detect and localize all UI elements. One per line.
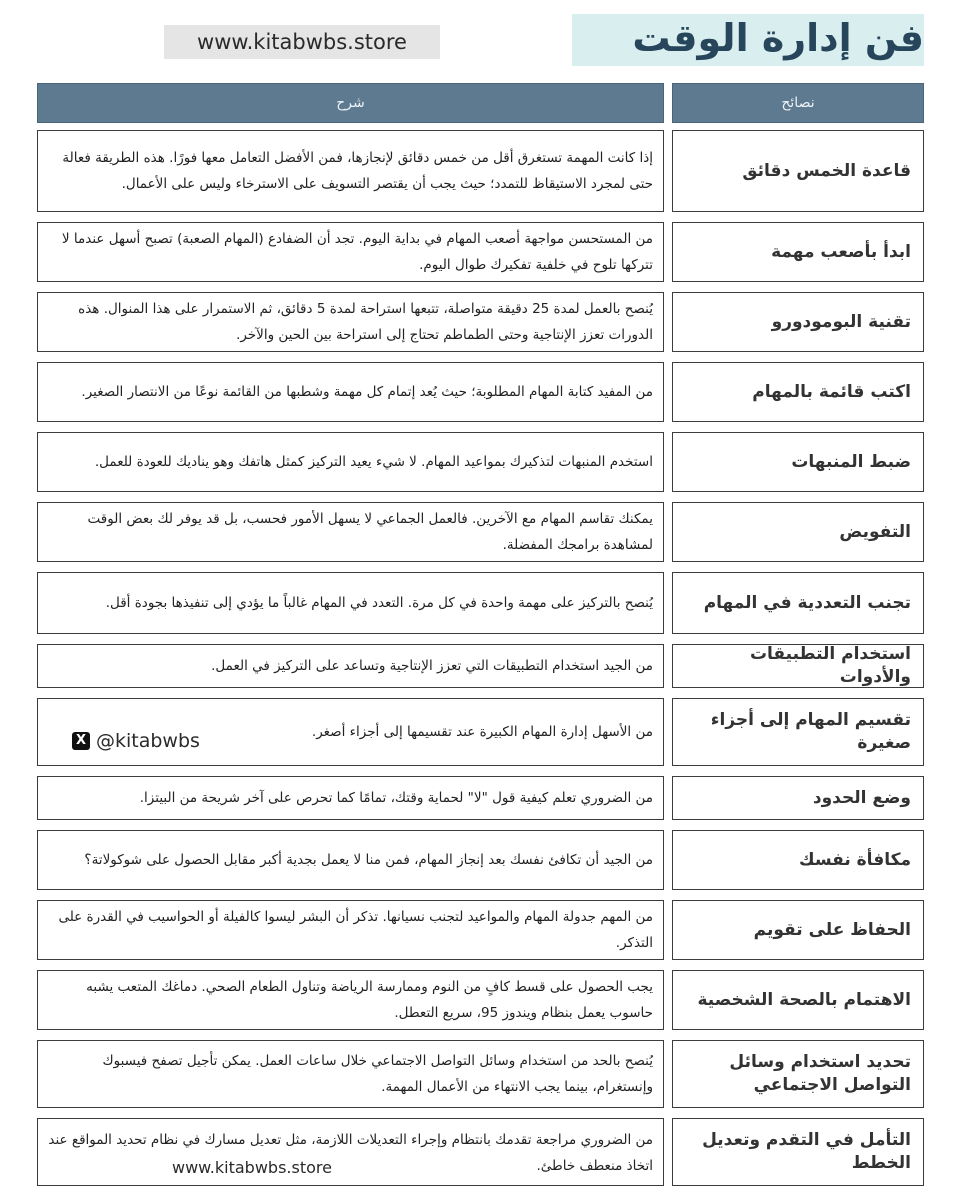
description-cell (37, 572, 664, 634)
description-cell (37, 222, 664, 282)
tip-cell: التفويض (672, 502, 924, 562)
site-url-top: www.kitabwbs.store (164, 25, 440, 59)
description-text: يجب الحصول على قسط كافٍ من النوم وممارسة الرياضة وتناول الطعام الصحي. دماغك المتعب يشبه حاسوب يعمل بنظام ويندوز 95، سريع التعطل. (86, 979, 653, 1021)
tip-cell: تحديد استخدام وسائل التواصل الاجتماعي (672, 1040, 924, 1108)
tip-cell: وضع الحدود (672, 776, 924, 820)
tip-cell: الاهتمام بالصحة الشخصية (672, 970, 924, 1030)
description-cell (37, 830, 664, 890)
tip-cell: قاعدة الخمس دقائق (672, 130, 924, 212)
description-cell (37, 900, 664, 960)
page-title: فن إدارة الوقت (632, 16, 924, 60)
column-header-tips: نصائح (672, 83, 924, 123)
tip-cell: تقسيم المهام إلى أجزاء صغيرة (672, 698, 924, 766)
description-cell (37, 970, 664, 1030)
description-cell (37, 1040, 664, 1108)
watermark-handle: @kitabwbs (96, 730, 200, 752)
description-text: يُنصح بالتركيز على مهمة واحدة في كل مرة. التعدد في المهام غالباً ما يؤدي إلى تنفيذها بجودة أقل. (105, 595, 653, 611)
tip-cell: اكتب قائمة بالمهام (672, 362, 924, 422)
description-text: يُنصح بالعمل لمدة 25 دقيقة متواصلة، تتبعها استراحة لمدة 5 دقائق، ثم الاستمرار على هذا المنوال. هذه الدورات تعزز الإنتاجية وحتى الطماطم تحتاج إلى استراحة بين الحين والآخر. (78, 301, 653, 343)
description-cell (37, 130, 664, 212)
tip-cell: الحفاظ على تقويم (672, 900, 924, 960)
description-cell (37, 644, 664, 688)
description-text: إذا كانت المهمة تستغرق أقل من خمس دقائق لإنجازها، فمن الأفضل التعامل معها فورًا. هذه الطريقة فعالة حتى لمجرد الاستيقاظ للتمدد؛ حيث يجب أن يقتصر التسويف على الاسترخاء وليس على الأعمال. (62, 150, 653, 192)
x-logo-icon: X (72, 732, 90, 750)
description-cell (37, 776, 664, 820)
tip-cell: ضبط المنبهات (672, 432, 924, 492)
description-text: من المفيد كتابة المهام المطلوبة؛ حيث يُعد إتمام كل مهمة وشطبها من القائمة نوعًا من الانتصار الصغير. (81, 384, 653, 400)
tip-cell: تقنية البومودورو (672, 292, 924, 352)
description-text: من الضروري تعلم كيفية قول "لا" لحماية وقتك، تمامًا كما تحرص على آخر شريحة من البيتزا. (139, 790, 653, 806)
description-text: استخدم المنبهات لتذكيرك بمواعيد المهام. لا شيء يعيد التركيز كمثل هاتفك وهو يناديك للعودة للعمل. (94, 454, 653, 470)
description-text: من الجيد أن تكافئ نفسك بعد إنجاز المهام، فمن منا لا يعمل بجدية أكبر مقابل الحصول على شوكولاتة؟ (84, 852, 653, 868)
description-text: من الجيد استخدام التطبيقات التي تعزز الإنتاجية وتساعد على التركيز في العمل. (211, 658, 653, 674)
tip-cell: استخدام التطبيقات والأدوات (672, 644, 924, 688)
tip-cell: تجنب التعددية في المهام (672, 572, 924, 634)
description-text: من المستحسن مواجهة أصعب المهام في بداية اليوم. تجد أن الضفادع (المهام الصعبة) تصبح أسهل عندما لا تتركها تلوح في خلفية تفكيرك طوال اليوم. (61, 231, 653, 273)
description-cell (37, 502, 664, 562)
tip-cell: مكافأة نفسك (672, 830, 924, 890)
description-text: يُنصح بالحد من استخدام وسائل التواصل الاجتماعي خلال ساعات العمل. يمكن تأجيل تصفح فيسبوك وإنستغرام، بينما يجب الانتهاء من الأعمال المهمة. (102, 1053, 653, 1095)
description-cell (37, 292, 664, 352)
description-cell (37, 362, 664, 422)
tip-cell: ابدأ بأصعب مهمة (672, 222, 924, 282)
description-cell (37, 432, 664, 492)
description-text: من المهم جدولة المهام والمواعيد لتجنب نسيانها. تذكر أن البشر ليسوا كالفيلة أو الحواسيب في القدرة على التذكر. (58, 909, 653, 951)
column-header-description: شرح (37, 83, 664, 123)
description-cell (37, 1118, 664, 1186)
description-text: من الأسهل إدارة المهام الكبيرة عند تقسيمها إلى أجزاء أصغر. (311, 724, 653, 740)
social-watermark (72, 728, 212, 754)
tip-cell: التأمل في التقدم وتعديل الخطط (672, 1118, 924, 1186)
description-text: يمكنك تقاسم المهام مع الآخرين. فالعمل الجماعي لا يسهل الأمور فحسب، بل قد يوفر لك بعض الوقت لمشاهدة برامجك المفضلة. (87, 511, 653, 553)
description-text: من الضروري مراجعة تقدمك بانتظام وإجراء التعديلات اللازمة، مثل تعديل مسارك في نظام تحديد المواقع عند اتخاذ منعطف خاطئ. (48, 1132, 653, 1174)
site-url-bottom: www.kitabwbs.store (172, 1158, 332, 1177)
